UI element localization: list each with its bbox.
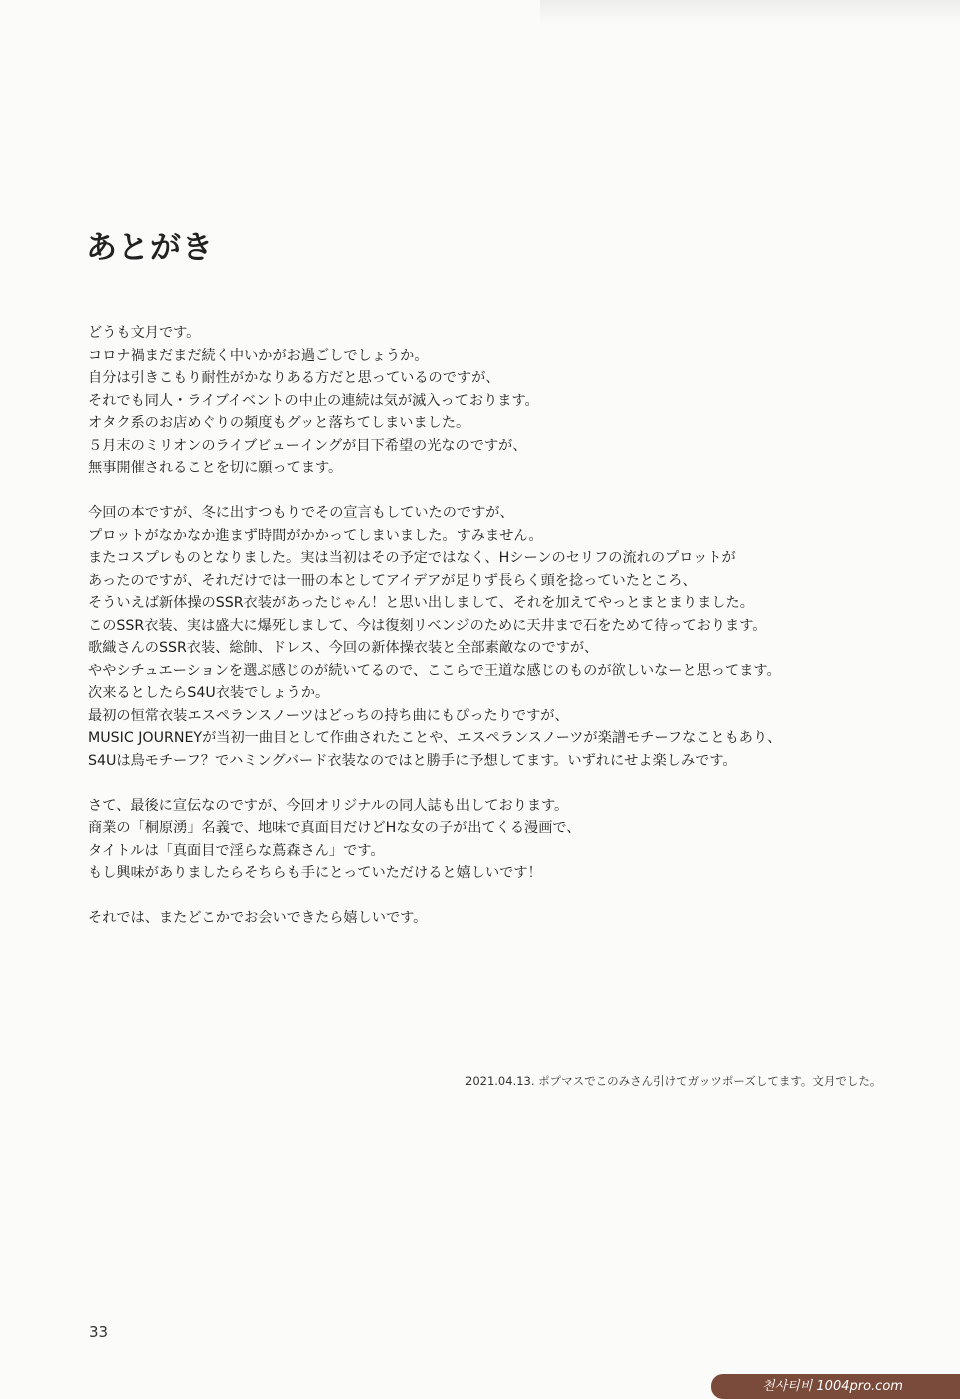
paragraph-4 — [88, 907, 938, 930]
paragraph-3 — [88, 795, 938, 885]
text-line: 最初の恒常衣装エスペランスノーツはどっちの持ち曲にもぴったりですが、 — [88, 707, 569, 724]
text-line: それでは、またどこかでお会いできたら嬉しいです。 — [88, 910, 428, 926]
text-line: オタク系のお店めぐりの頻度もグッと落ちてしまいました。 — [88, 415, 471, 431]
text-line: それでも同人・ライブイベントの中止の連続は気が滅入っております。 — [88, 392, 539, 409]
text-line: あったのですが、それだけでは一冊の本としてアイデアが足りず長らく頭を捻っていたところ、 — [88, 572, 697, 589]
text-line: さて、最後に宣伝なのですが、今回オリジナルの同人誌も出しております。 — [88, 797, 569, 814]
afterword-body — [88, 322, 938, 952]
text-line: そういえば新体操のSSR衣装があったじゃん！と思い出しまして、それを加えてやっとまとまりました。 — [88, 595, 754, 611]
page-number: 33 — [89, 1323, 109, 1341]
text-line: 歌織さんのSSR衣装、総帥、ドレス、今回の新体操衣装と全部素敵なのですが、 — [88, 640, 599, 656]
paragraph-1 — [88, 322, 938, 480]
text-line: 次来るとしたらS4U衣装でしょうか。 — [88, 685, 330, 701]
text-line: 商業の「桐原湧」名義で、地味で真面目だけどHな女の子が出てくる漫画で、 — [88, 820, 581, 836]
site-watermark: 천사티비 1004pro.com — [711, 1374, 960, 1399]
text-line: プロットがなかなか進まず時間がかかってしまいました。すみません。 — [88, 527, 543, 544]
text-line: 自分は引きこもり耐性がかなりある方だと思っているのですが、 — [88, 370, 500, 386]
page-title: あとがき — [86, 230, 214, 266]
paragraph-2 — [88, 502, 938, 772]
text-line: 無事開催されることを切に願ってます。 — [88, 460, 343, 476]
scan-edge-shadow — [540, 0, 960, 24]
text-line: ５月末のミリオンのライブビューイングが目下希望の光なのですが、 — [88, 437, 527, 454]
text-line: コロナ禍まだまだ続く中いかがお過ごしでしょうか。 — [88, 347, 429, 364]
text-line: タイトルは「真面目で淫らな蔦森さん」です。 — [88, 842, 385, 859]
text-line: もし興味がありましたらそちらも手にとっていただけると嬉しいです！ — [88, 865, 542, 881]
signature-line: 2021.04.13. ポプマスでこのみさん引けてガッツポーズしてます。文月でした。 — [465, 1074, 882, 1088]
text-line: S4Uは鳥モチーフ？でハミングバード衣装なのではと勝手に予想してます。いずれにせよ楽しみです。 — [88, 752, 737, 769]
text-line: またコスプレものとなりました。実は当初はその予定ではなく、Hシーンのセリフの流れのプロットが — [88, 550, 736, 566]
text-line: どうも文月です。 — [88, 325, 201, 341]
text-line: ややシチュエーションを選ぶ感じのが続いてるので、ここらで王道な感じのものが欲しいなーと思ってます。 — [88, 662, 781, 679]
text-line: 今回の本ですが、冬に出すつもりでその宣言もしていたのですが、 — [88, 505, 514, 521]
text-line: このSSR衣装、実は盛大に爆死しまして、今は復刻リベンジのために天井まで石をためて待っております。 — [88, 617, 767, 634]
text-line: MUSIC JOURNEYが当初一曲目として作曲されたことや、エスペランスノーツが楽譜モチーフなこともあり、 — [88, 730, 782, 746]
